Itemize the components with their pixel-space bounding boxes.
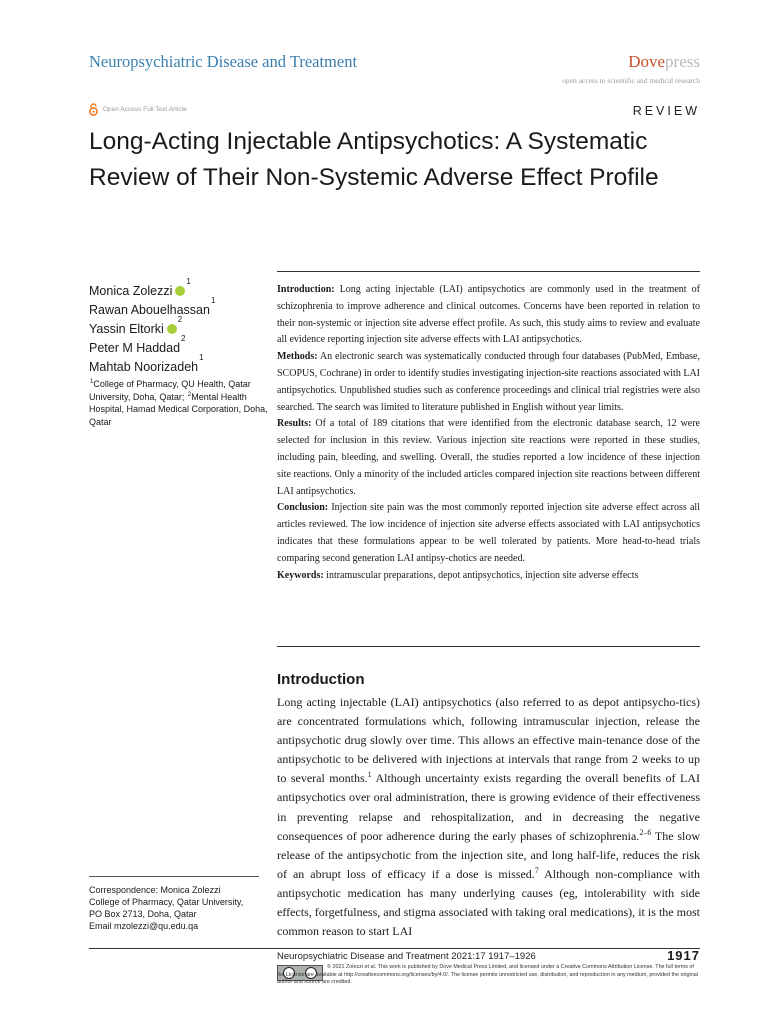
affiliations — [89, 378, 269, 428]
correspondence-line: Correspondence: Monica Zolezzi — [89, 885, 221, 895]
journal-name: Neuropsychiatric Disease and Treatment — [89, 52, 358, 71]
publisher-logo-main: Dove — [628, 52, 666, 71]
publisher-tagline: open access to scientific and medical research — [562, 76, 700, 85]
abstract-label: Results: — [277, 418, 312, 430]
author-item: Monica Zolezzi 1 — [89, 282, 269, 301]
citation-ref[interactable]: 1 — [367, 770, 372, 780]
affiliation-text: College of Pharmacy, QU Health, Qatar University, Doha, Qatar; — [89, 379, 251, 402]
license-text: © 2021 Zolezzi et al. This work is published by Dove Medical Press Limited, and licensed under a Creative Commons Attribution License. The full terms of the License are available at http://creativecommons.org/licenses/by/4.0/. The license permits unrestricted use, distribution, and reproduction in any medium, provided the original author and source are credited. — [277, 964, 698, 986]
author-item: Yassin Eltorki 2 — [89, 320, 269, 339]
correspondence — [89, 884, 269, 932]
citation-ref[interactable]: 2–6 — [639, 827, 652, 837]
correspondence-line: PO Box 2713, Doha, Qatar — [89, 909, 197, 919]
abstract — [277, 282, 700, 584]
page-number: 1917 — [667, 948, 700, 963]
section-heading: Introduction — [277, 671, 365, 688]
body-text: Although uncertainty exists regarding the overall benefits of LAI antipsychotics over oral administration, there is growing evidence of their effectiveness in preventing relapse and rehospitalization, and in decreasing the negative consequences of poor adherence during the early phases of schizophrenia. — [277, 771, 700, 843]
abstract-bottom-rule — [277, 646, 700, 647]
author-name: Mahtab Noorizadeh — [89, 360, 199, 374]
body-text: Long acting injectable (LAI) antipsychotics (also referred to as depot antipsycho-tics) are concentrated formulations which, following intramuscular injection, release the antipsychotic drug slowly over time. This allows an effective main-tenance dose of the antipsychotic to be delivered with injections at intervals that range from 2 weeks to up to several months. — [277, 695, 700, 786]
footer-citation: Neuropsychiatric Disease and Treatment 2021:17 1917–1926 — [277, 951, 536, 962]
orcid-icon[interactable] — [167, 324, 177, 334]
abstract-text: intramuscular preparations, depot antipsychotics, injection site adverse effects — [323, 569, 639, 581]
publisher-logo — [628, 52, 700, 72]
author-item: Rawan Abouelhassan 1 — [89, 301, 269, 320]
correspondence-email[interactable]: Email mzolezzi@qu.edu.qa — [89, 921, 199, 931]
abstract-label: Introduction: — [277, 284, 335, 295]
abstract-text: An electronic search was systematically conducted through four databases (PubMed, Embase, SCOPUS, Cochrane) in order to identify studies investigating injection-site reactions associated with LAI antipsychotics. Unpublished studies such as conference proceedings and clinical trial registries were also searched. The search was limited to literature published in English without year limits. — [277, 351, 700, 413]
correspondence-line: College of Pharmacy, Qatar University, — [89, 897, 244, 907]
affiliation-number: 2 — [187, 391, 192, 398]
citation-ref[interactable]: 7 — [534, 865, 539, 875]
abstract-keywords — [277, 568, 700, 585]
author-list — [89, 277, 269, 377]
publisher-logo-suffix: press — [665, 52, 700, 71]
abstract-label: Keywords: — [277, 569, 324, 581]
abstract-text: Long acting injectable (LAI) antipsychotics are commonly used in the treatment of schizophrenia to improve adherence and clinical outcomes. Concerns have been reported in relation to their non-systemic or injection site adverse effect profile. As such, this study aims to review and evaluate all evidence reporting injection site adverse effects with LAI antipsychotics. — [277, 284, 700, 346]
abstract-text: Injection site pain was the most commonly reported injection site adverse effect across all articles reviewed. The low incidence of injection site adverse effects associated with LAI antipsychotics indicates that these formulations appear to be well tolerated by patients. More head-to-head trials comparing second generation LAI antipsy-chotics are needed. — [277, 502, 700, 564]
author-item: Peter M Haddad 2 — [89, 339, 269, 358]
open-access-icon — [89, 103, 98, 116]
author-name: Rawan Abouelhassan — [89, 303, 210, 317]
affiliation-number: 1 — [90, 379, 94, 385]
abstract-text: Of a total of 189 citations that were identified from the electronic database search, 12 were selected for inclusion in this review. Various injection site reactions were reported in these studies, including pain, bleeding, and swelling. Overall, the studies reported a low incidence of these injection site reactions. Only a minority of the included articles compared injection site reactions between different LAI antipsychotics. — [277, 418, 700, 497]
abstract-results — [277, 416, 700, 500]
article-title: Long-Acting Injectable Antipsychotics: A Systematic Review of Their Non-Systemic Adverse Effect Profile — [89, 128, 659, 191]
abstract-label: Conclusion: — [277, 502, 329, 514]
abstract-methods — [277, 349, 700, 416]
abstract-label: Methods: — [277, 351, 318, 363]
body-text: Although non-compliance with antipsychotic medication has many underlying causes (eg, intolerability with side effects, forgetfulness, and stigma associated with taking oral medications), it is the most common reason to start LAI — [277, 866, 700, 939]
abstract-introduction — [277, 282, 700, 349]
article-type: REVIEW — [632, 104, 700, 118]
orcid-icon[interactable] — [175, 286, 185, 296]
author-name: Yassin Eltorki — [89, 322, 164, 336]
abstract-conclusion — [277, 500, 700, 567]
author-item: Mahtab Noorizadeh 1 — [89, 358, 269, 377]
abstract-top-rule — [277, 271, 700, 272]
open-access-label: Open Access Full Text Article — [103, 106, 187, 113]
author-name: Monica Zolezzi — [89, 284, 173, 298]
body-text: The slow release of the antipsychotic from the injection site, and long half-life, reduces the risk of an abrupt loss of efficacy if a dose is missed. — [277, 828, 701, 881]
open-access-row — [89, 103, 187, 116]
introduction-body — [277, 693, 700, 941]
author-name: Peter M Haddad — [89, 341, 181, 355]
affiliation-text: Mental Health Hospital, Hamad Medical Corporation, Doha, Qatar — [89, 391, 268, 427]
introduction-paragraph — [277, 693, 700, 941]
correspondence-rule — [89, 876, 259, 877]
footer-rule — [89, 948, 700, 949]
